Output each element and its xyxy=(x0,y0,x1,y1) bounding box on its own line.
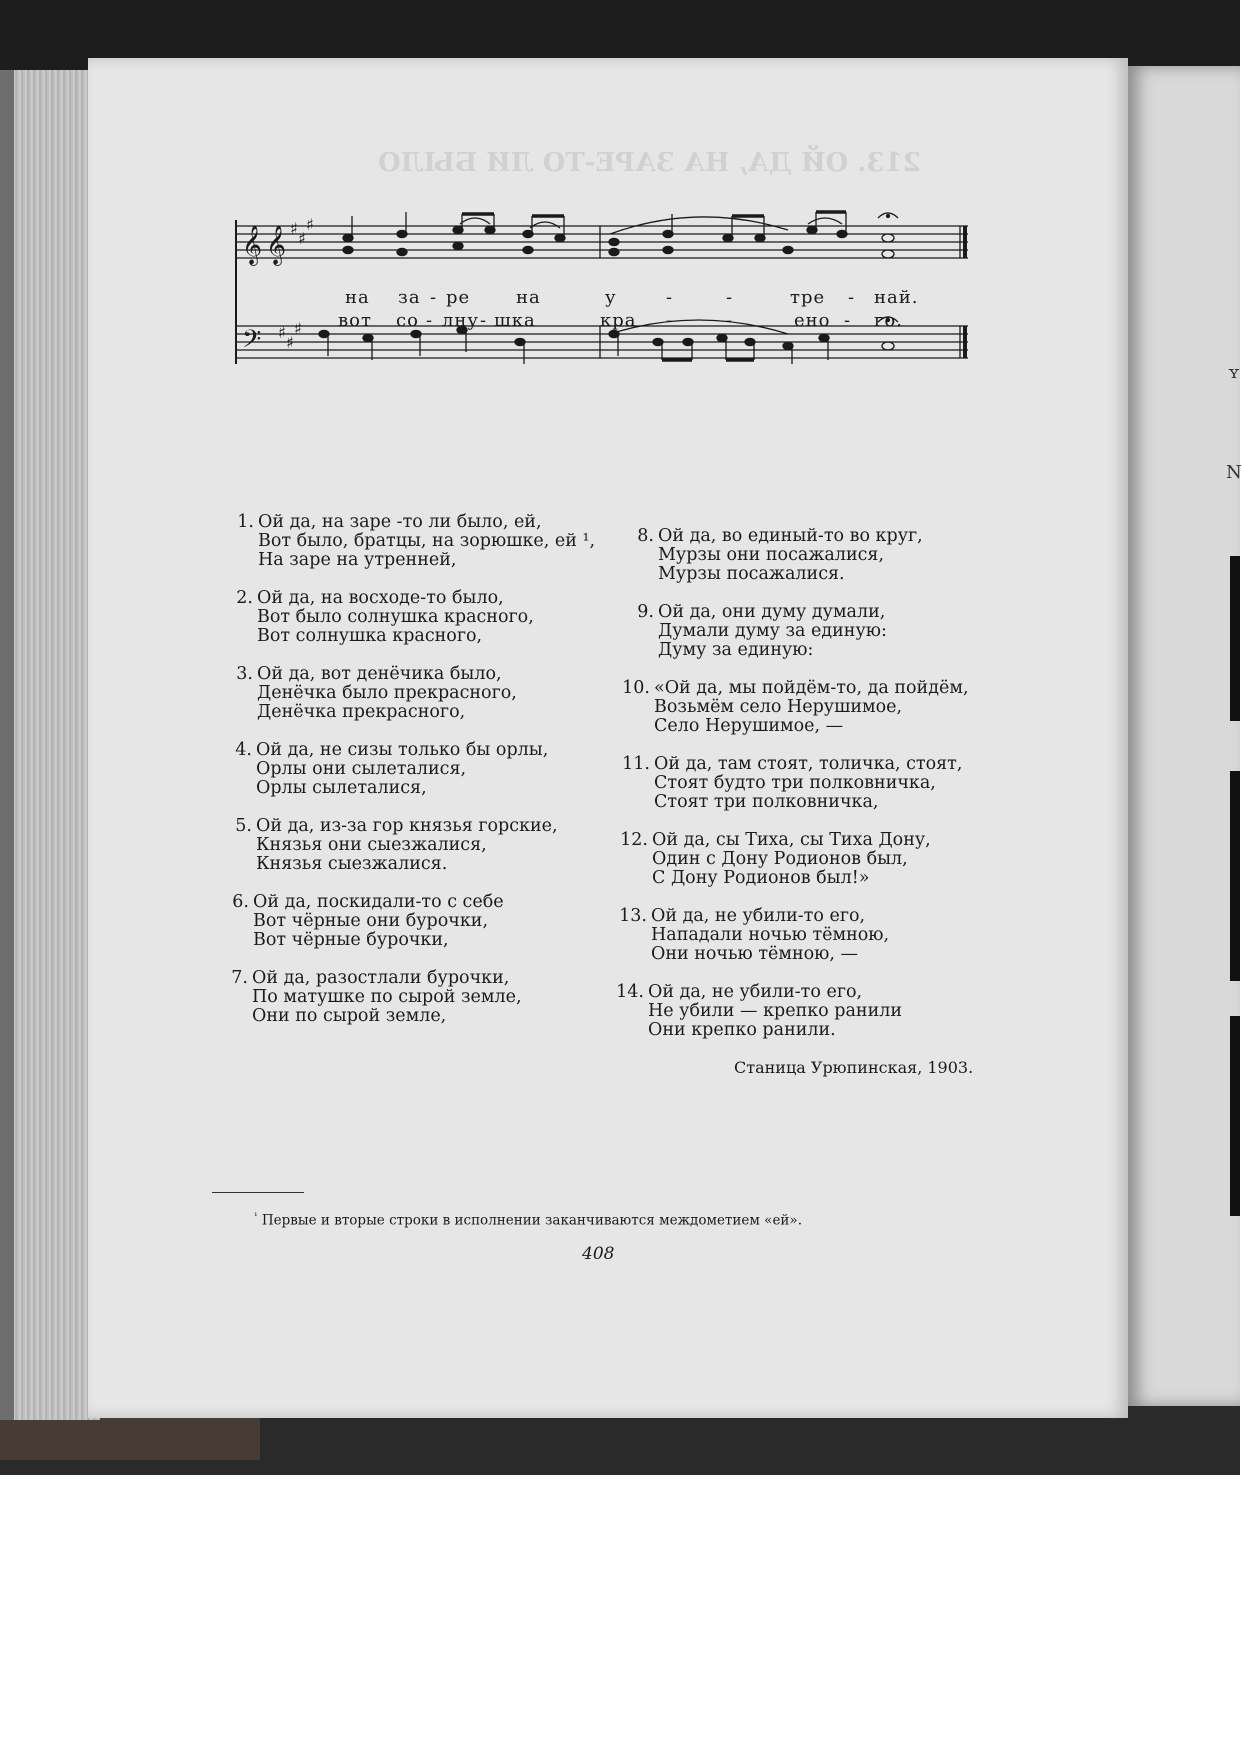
verse xyxy=(637,602,887,660)
lyric-syllable: - xyxy=(726,310,734,331)
verse-line: Вот чёрные бурочки, xyxy=(253,930,449,950)
verse xyxy=(622,678,969,736)
verse-number: 12. xyxy=(620,830,648,850)
verse-line: Вот солнушка красного, xyxy=(257,626,483,646)
verse-number: 13. xyxy=(619,906,647,926)
verse-number: 4. xyxy=(235,740,252,760)
verse-line: Село Нерушимое, — xyxy=(654,716,844,736)
svg-text:♯: ♯ xyxy=(306,215,314,234)
lyric-syllable: - xyxy=(426,310,434,331)
lyric-syllable: ре xyxy=(446,287,471,308)
verse xyxy=(236,588,534,646)
svg-text:♯: ♯ xyxy=(286,333,294,352)
verse-line: Думу за единую: xyxy=(658,640,814,660)
book-page-edges xyxy=(0,70,100,1420)
lyric-syllable: - xyxy=(848,287,856,308)
verse-line: Вот было, братцы, на зорюшке, ей ¹, xyxy=(258,531,596,551)
verse-line: Они ночью тёмною, — xyxy=(651,944,859,964)
page-number: 408 xyxy=(582,1244,615,1264)
verse-line: Орлы они сылеталися, xyxy=(256,759,467,779)
verse xyxy=(619,906,890,964)
lyric-syllable: кра xyxy=(600,310,637,331)
verse-line: Ой да, они думу думали, xyxy=(658,602,886,622)
footnote xyxy=(254,1212,802,1229)
verse-line: Денёчка было прекрасного, xyxy=(257,683,517,703)
lyric-syllable: - xyxy=(480,310,488,331)
verse-number: 7. xyxy=(231,968,248,988)
lyric-syllable: за xyxy=(398,287,421,308)
verse-number: 2. xyxy=(236,588,253,608)
verse-line: Стоят три полковничка, xyxy=(654,792,879,812)
verse-line: Ой да, поскидали-то с себе xyxy=(253,892,504,912)
verse-number: 14. xyxy=(616,982,644,1002)
verse xyxy=(637,526,923,584)
verse-line: Ой да, не убили-то его, xyxy=(651,906,866,926)
svg-text:♯: ♯ xyxy=(278,323,286,342)
lyric-syllable: лну xyxy=(442,310,480,331)
verse xyxy=(236,664,517,722)
lyric-syllable: - xyxy=(666,287,674,308)
facing-page xyxy=(1128,66,1240,1406)
verse-number: 8. xyxy=(637,526,654,546)
verse-line: Они крепко ранили. xyxy=(648,1020,836,1040)
verse-line: Не убили — крепко ранили xyxy=(648,1001,903,1021)
verse-line: Ой да, из-за гор князья горские, xyxy=(256,816,558,836)
lyric-syllable: го. xyxy=(874,310,903,331)
verse-line: Ой да, сы Тиха, сы Тиха Дону, xyxy=(652,830,931,850)
verse-line: На заре на утренней, xyxy=(258,550,457,570)
bleed-through-title: 213. ОЙ ДА, НА ЗАРЕ-ТО ЛИ БЫЛО xyxy=(378,148,921,178)
verse-line: Ой да, не сизы только бы орлы, xyxy=(256,740,549,760)
svg-text:♯: ♯ xyxy=(290,219,298,238)
svg-text:♯: ♯ xyxy=(294,319,302,338)
verse-line: Ой да, не убили-то его, xyxy=(648,982,863,1002)
lyric-syllable: на xyxy=(516,287,541,308)
svg-text:𝄞: 𝄞 xyxy=(266,225,287,265)
verse-number: 9. xyxy=(637,602,654,622)
lyric-syllable: ено xyxy=(794,310,831,331)
verse-number: 1. xyxy=(237,512,254,532)
verse-line: Думали думу за единую: xyxy=(658,621,887,641)
facing-page-staff xyxy=(1230,1016,1240,1216)
verse-line: Вот было солнушка красного, xyxy=(257,607,534,627)
verse-line: Ой да, там стоят, толичка, стоят, xyxy=(654,754,963,774)
verse-line: Они по сырой земле, xyxy=(252,1006,447,1026)
footnote-rule xyxy=(212,1192,304,1193)
verse-number: 11. xyxy=(622,754,650,774)
verse xyxy=(235,816,558,874)
lyric-syllable: со xyxy=(396,310,419,331)
verse-line: Мурзы посажалися. xyxy=(658,564,845,584)
lyric-syllable: вот xyxy=(338,310,372,331)
verse-line: «Ой да, мы пойдём-то, да пойдём, xyxy=(654,678,969,698)
facing-page-staff xyxy=(1230,556,1240,721)
svg-text:♯: ♯ xyxy=(298,229,306,248)
lyric-syllable: - xyxy=(430,287,438,308)
footnote-mark: ¹ xyxy=(254,1212,258,1222)
lyric-syllable: - xyxy=(666,310,674,331)
verse-line: С Дону Родионов был!» xyxy=(652,868,870,888)
verse-line: Князья они сыезжалися, xyxy=(256,835,487,855)
verse-line: Мурзы они посажалися, xyxy=(658,545,885,565)
verse xyxy=(235,740,549,798)
lyric-syllable: тре xyxy=(790,287,826,308)
lyric-syllable: на xyxy=(345,287,370,308)
lyric-syllable: шка xyxy=(494,310,536,331)
svg-text:𝄢: 𝄢 xyxy=(242,325,262,360)
verse-number: 10. xyxy=(622,678,650,698)
facing-page-mark: N xyxy=(1226,462,1242,483)
verse-line: Орлы сылеталися, xyxy=(256,778,427,798)
verse-line: По матушке по сырой земле, xyxy=(252,987,522,1007)
verse xyxy=(616,982,903,1040)
verse xyxy=(237,512,596,570)
verse-number: 3. xyxy=(236,664,253,684)
verse-line: Стоят будто три полковничка, xyxy=(654,773,936,793)
recording-place: Станица Урюпинская, 1903. xyxy=(734,1058,974,1077)
verse-number: 6. xyxy=(232,892,249,912)
verse-line: Вот чёрные они бурочки, xyxy=(253,911,489,931)
facing-page-staff xyxy=(1230,771,1240,981)
verse xyxy=(232,892,504,950)
verse-line: Князья сыезжалися. xyxy=(256,854,448,874)
verse-line: Ой да, на заре -то ли было, ей, xyxy=(258,512,542,532)
verse-line: Нападали ночью тёмною, xyxy=(651,925,890,945)
verse-line: Ой да, во единый-то во круг, xyxy=(658,526,923,546)
lyric-syllable: у xyxy=(605,287,617,308)
facing-page-mark: ʏ xyxy=(1228,362,1240,383)
verse xyxy=(622,754,963,812)
lyric-syllable: най. xyxy=(874,287,919,308)
verse-line: Возьмём село Нерушимое, xyxy=(654,697,903,717)
svg-text:𝄞: 𝄞 xyxy=(242,225,263,265)
music-score xyxy=(228,210,988,410)
lyric-syllable: - xyxy=(726,287,734,308)
verse-line: Один с Дону Родионов был, xyxy=(652,849,908,869)
verse-line: Ой да, разостлали бурочки, xyxy=(252,968,510,988)
lyric-syllable: - xyxy=(844,310,852,331)
verse xyxy=(231,968,522,1026)
verse-line: Ой да, на восходе-то было, xyxy=(257,588,504,608)
verse xyxy=(620,830,931,888)
verse-line: Ой да, вот денёчика было, xyxy=(257,664,502,684)
verse-line: Денёчка прекрасного, xyxy=(257,702,466,722)
verse-number: 5. xyxy=(235,816,252,836)
footnote-text: Первые и вторые строки в исполнении заканчиваются междометием «ей». xyxy=(261,1212,802,1229)
